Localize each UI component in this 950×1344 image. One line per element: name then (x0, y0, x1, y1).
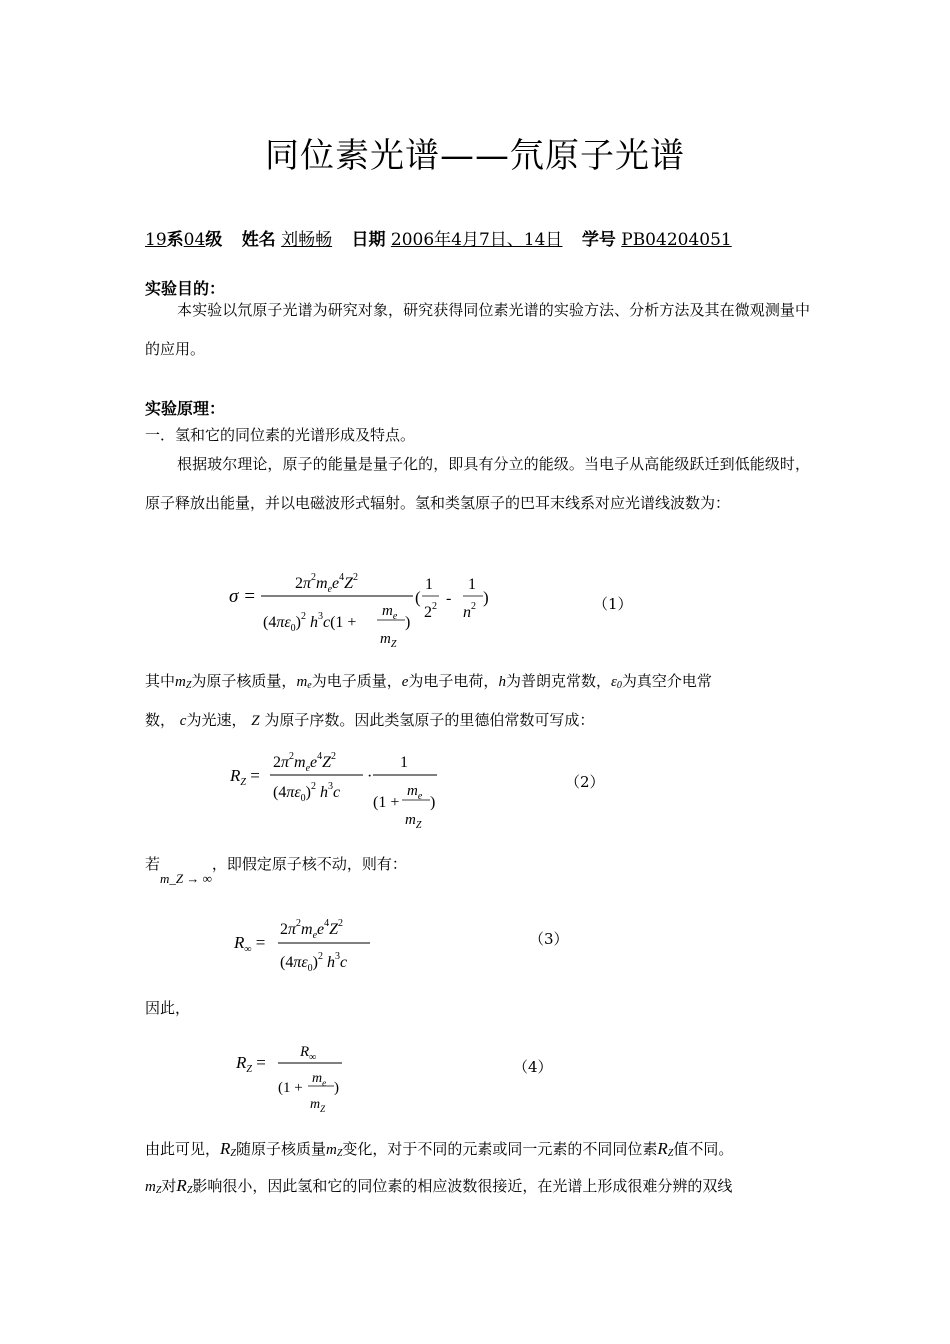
purpose-heading: 实验目的： (145, 279, 226, 298)
eq1-numerator: $2\pi^2m_ee^4Z^2$ (295, 572, 359, 595)
eq1-bracket: ( (415, 588, 421, 607)
svg-text:mZ: $m_Z$ (310, 1097, 326, 1114)
eq4-denominator: (1 + (278, 1080, 303, 1096)
name-label: 姓名 (241, 230, 276, 250)
svg-text:-: - (446, 590, 452, 607)
equation-2 (225, 745, 455, 835)
eq2-lhs: $R_Z$ = (230, 766, 260, 788)
svg-text:mZ: $m_Z$ (405, 812, 422, 831)
symbol-eps0: $\varepsilon_0$ (610, 674, 622, 691)
principle-heading: 实验原理： (145, 399, 226, 418)
date-value: 2006年4月7日、14日 (390, 230, 563, 250)
grade-label: 级 (205, 230, 223, 250)
svg-text:1: 1 (468, 576, 476, 593)
svg-text:me: $m_e$ (407, 783, 423, 802)
symbol-Z: Z (251, 713, 260, 729)
eq4-lhs: $R_Z$ = (236, 1053, 266, 1075)
symbol-RZ: $R_Z$ (176, 1176, 193, 1196)
svg-text:me: $m_e$ (382, 603, 398, 622)
symbol-mZ: $m_Z$ (175, 674, 192, 691)
symbol-c: c (179, 713, 187, 729)
principle-paragraph-1: 根据玻尔理论，原子的能量是量子化的，即具有分立的能级。当电子从高能级跃迁到低能级时，原子释放出能量，并以电磁波形式辐射。氢和类氢原子的巴耳末线系对应光谱线波数为： (145, 455, 810, 512)
equation-1-number: （1） (593, 595, 633, 613)
symbol-RZ: $R_Z$ (657, 1139, 674, 1159)
date-label: 日期 (351, 230, 386, 250)
equation-1 (225, 563, 515, 655)
page-title: 同位素光谱——氘原子光谱 (265, 136, 685, 176)
where-line-1: 其中$m_Z$为原子核质量，$m_e$为电子质量，e为电子电荷，h为普朗克常数，$\varepsilon_0$为真空介电常 (145, 672, 712, 691)
eq2-denominator: $(4\pi\varepsilon_0)^2$ $h^3c$ (273, 781, 341, 804)
equation-2-number: （2） (565, 773, 605, 791)
eq1-denominator: $(4\pi\varepsilon_0)^2$ $h^3c(1$ + (263, 611, 357, 634)
svg-text:·: · (367, 768, 373, 785)
eq1-lhs: σ = (229, 586, 256, 607)
eq3-lhs: $R_\infty$ = (234, 933, 266, 955)
symbol-RZ: $R_Z$ (220, 1139, 236, 1159)
svg-text:): ) (483, 588, 489, 607)
eq2-factor: 1 (400, 754, 408, 771)
eq2-numerator: $2\pi^2m_ee^4Z^2$ (273, 751, 337, 774)
svg-text:1: 1 (425, 576, 433, 593)
svg-text:n2: $n^2$ (463, 601, 476, 621)
eq4-numerator: $R_\infty$ (300, 1044, 317, 1063)
student-id-value: PB04204051 (621, 230, 732, 250)
svg-text:mZ: $m_Z$ (380, 631, 397, 650)
principle-subheading: 一．氢和它的同位素的光谱形成及特点。 (145, 426, 416, 444)
eq3-denominator: $(4\pi\varepsilon_0)^2$ $h^3c$ (280, 951, 348, 974)
symbol-h: h (498, 674, 506, 690)
symbol-mZ: $m_Z$ (145, 1179, 162, 1196)
therefore-text: 因此， (145, 999, 191, 1017)
conclusion-line-2: $m_Z$对$R_Z$影响很小，因此氢和它的同位素的相应波数很接近，在光谱上形成很难分辨的双线 (145, 1176, 733, 1196)
symbol-me: $m_e$ (296, 674, 312, 691)
where-line-2: 数， c为光速， Z 为原子序数。因此类氢原子的里德伯常数可写成： (145, 711, 595, 729)
id-label: 学号 (581, 230, 616, 250)
grade-value: 04 (183, 230, 206, 250)
equation-3 (230, 912, 380, 974)
svg-text:me: $m_e$ (312, 1071, 327, 1088)
svg-text:(1 +: (1 + (373, 794, 400, 811)
symbol-mZ: $m_Z$ (325, 1142, 343, 1159)
equation-4 (232, 1038, 352, 1118)
svg-text:): ) (334, 1080, 339, 1096)
condition-mZ-infinity: m_Z → ∞ (160, 871, 212, 886)
equation-3-number: （3） (529, 930, 569, 948)
name-value: 刘畅畅 (281, 230, 333, 250)
svg-text:): ) (430, 794, 436, 811)
eq3-numerator: $2\pi^2m_ee^4Z^2$ (280, 918, 344, 941)
svg-text:): ) (405, 614, 411, 631)
conclusion-line-1: 由此可见，$R_Z$随原子核质量$m_Z$变化，对于不同的元素或同一元素的不同同位素$R_Z$值不同。 (145, 1139, 734, 1159)
equation-4-number: （4） (513, 1058, 553, 1076)
dept-value: 19 (145, 230, 167, 250)
symbol-e: e (401, 674, 409, 690)
student-info-line (145, 225, 732, 250)
svg-text:22: $2^2$ (424, 601, 437, 621)
dept-label: 系 (166, 230, 184, 250)
if-line: 若m_Z → ∞，即假定原子核不动，则有： (145, 855, 407, 886)
purpose-text: 本实验以氘原子光谱为研究对象，研究获得同位素光谱的实验方法、分析方法及其在微观测量中的应用。 (145, 301, 810, 358)
